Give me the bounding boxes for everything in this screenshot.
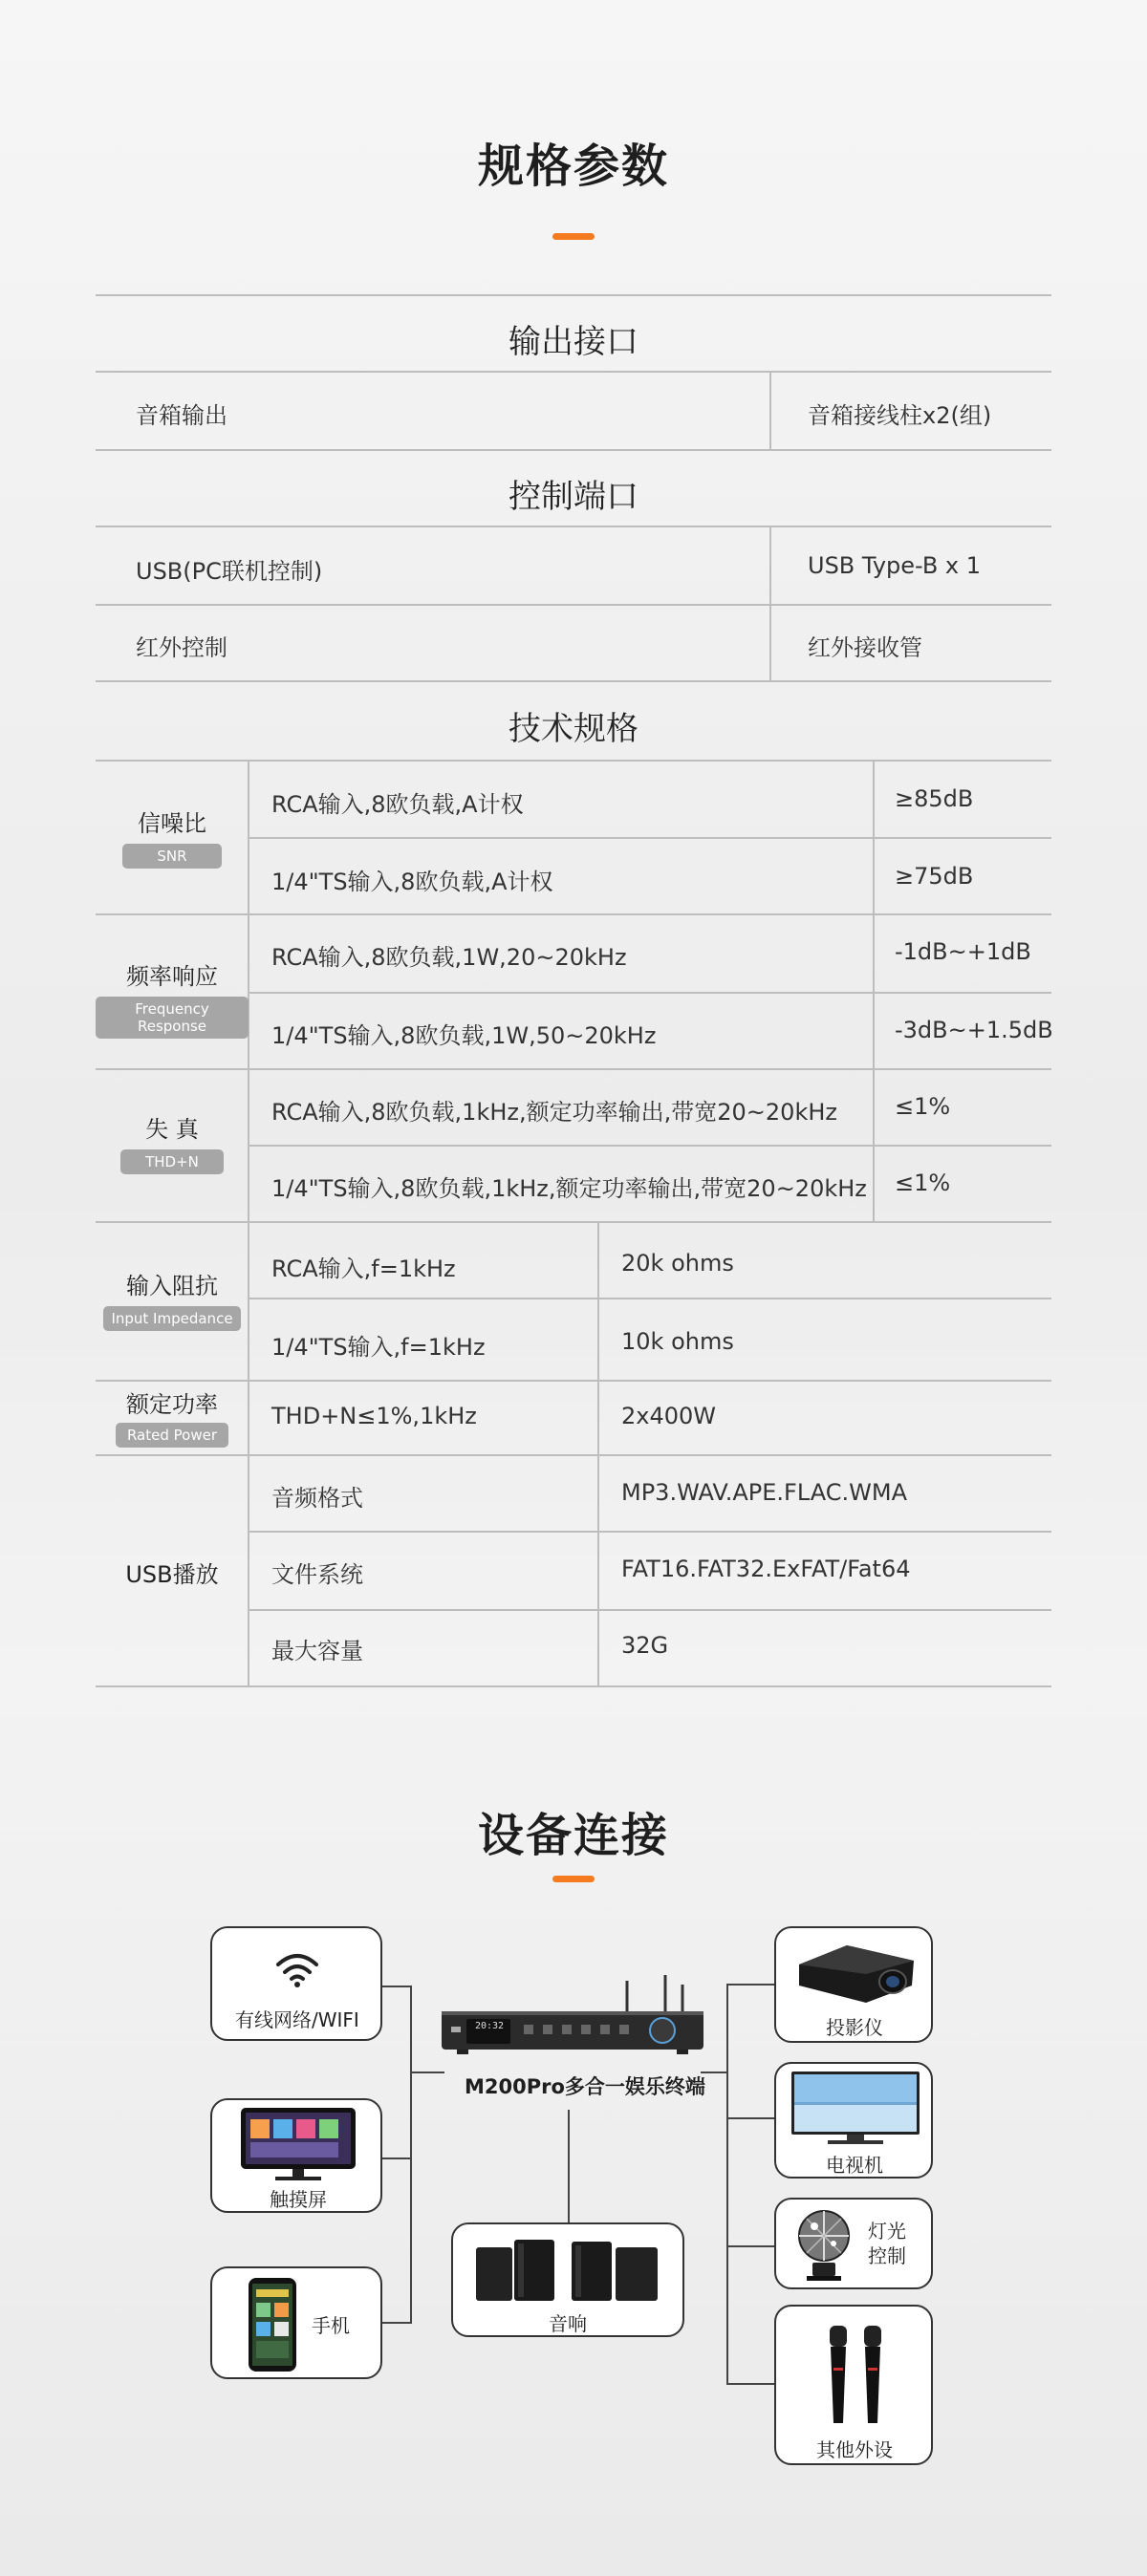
freq-label: 频率响应 bbox=[126, 963, 218, 990]
spec-value: -1dB~+1dB bbox=[895, 938, 1031, 965]
table-line bbox=[96, 760, 1051, 762]
connector-line bbox=[410, 2072, 444, 2073]
table-line bbox=[96, 1454, 1051, 1456]
spec-value: USB Type-B x 1 bbox=[808, 552, 982, 579]
table-line bbox=[96, 913, 1051, 915]
phone-label: 手机 bbox=[312, 2314, 350, 2337]
tv-icon bbox=[790, 2070, 921, 2146]
table-line bbox=[249, 837, 1051, 839]
table-line bbox=[96, 1221, 1051, 1223]
table-line bbox=[96, 1380, 1051, 1382]
impedance-label: 输入阻抗 bbox=[126, 1273, 218, 1299]
table-line bbox=[96, 1685, 1051, 1687]
spec-value: 红外接收管 bbox=[808, 634, 922, 661]
table-line bbox=[769, 371, 771, 449]
connector-line bbox=[726, 2245, 774, 2247]
impedance-badge: Input Impedance bbox=[103, 1306, 240, 1331]
connector-line bbox=[726, 1984, 728, 2385]
peripherals-box bbox=[774, 2305, 933, 2465]
usb-row-header bbox=[96, 1556, 249, 1589]
connector-line bbox=[382, 1986, 411, 1987]
spec-condition: 文件系统 bbox=[271, 1561, 363, 1588]
speaker-box bbox=[451, 2222, 684, 2337]
tech-header: 技术规格 bbox=[509, 710, 638, 748]
spec-condition: 1/4"TS输入,f=1kHz bbox=[271, 1334, 486, 1361]
spec-value: ≤1% bbox=[895, 1093, 951, 1120]
spec-label: 音箱输出 bbox=[136, 402, 227, 429]
disco-ball-icon bbox=[795, 2207, 853, 2284]
spec-value: ≤1% bbox=[895, 1170, 951, 1196]
specs-accent-bar bbox=[552, 233, 595, 240]
wifi-label: 有线网络/WIFI bbox=[235, 2008, 359, 2031]
spec-condition: RCA输入,f=1kHz bbox=[271, 1256, 456, 1282]
speaker-icon bbox=[472, 2238, 667, 2305]
connector-line bbox=[382, 2322, 411, 2324]
table-line bbox=[249, 1531, 1051, 1533]
spec-value: 20k ohms bbox=[621, 1250, 734, 1277]
control-header: 控制端口 bbox=[509, 478, 638, 516]
spec-condition: RCA输入,8欧负载,1W,20~20kHz bbox=[271, 944, 627, 971]
connector-line bbox=[726, 2383, 774, 2385]
spec-value: MP3.WAV.APE.FLAC.WMA bbox=[621, 1479, 907, 1506]
table-line bbox=[249, 1145, 1051, 1147]
thd-label: 失 真 bbox=[145, 1116, 199, 1143]
snr-label: 信噪比 bbox=[138, 810, 206, 837]
spec-value: ≥85dB bbox=[895, 785, 974, 812]
spec-condition: 1/4"TS输入,8欧负载,A计权 bbox=[271, 869, 553, 895]
connect-title: 设备连接 bbox=[477, 1809, 669, 1862]
table-line bbox=[96, 526, 1051, 527]
spec-condition: 音频格式 bbox=[271, 1485, 363, 1512]
wifi-icon bbox=[275, 1953, 319, 1987]
table-line bbox=[249, 1609, 1051, 1611]
spec-condition: 1/4"TS输入,8欧负载,1W,50~20kHz bbox=[271, 1022, 657, 1049]
spec-condition: RCA输入,8欧负载,1kHz,额定功率输出,带宽20~20kHz bbox=[271, 1099, 837, 1126]
table-line bbox=[96, 1068, 1051, 1070]
table-line bbox=[249, 992, 1051, 994]
table-line bbox=[769, 526, 771, 680]
snr-badge: SNR bbox=[122, 844, 221, 869]
connect-accent-bar bbox=[552, 1876, 595, 1882]
spec-condition: RCA输入,8欧负载,A计权 bbox=[271, 791, 524, 818]
table-line bbox=[597, 1221, 599, 1685]
specs-title: 规格参数 bbox=[477, 140, 669, 193]
spec-value: 2x400W bbox=[621, 1403, 717, 1429]
connector-line bbox=[568, 2110, 570, 2222]
table-line bbox=[873, 760, 875, 1222]
power-badge: Rated Power bbox=[116, 1423, 228, 1448]
projector-icon bbox=[790, 1936, 921, 2008]
phone-icon bbox=[247, 2276, 298, 2373]
peripherals-label: 其他外设 bbox=[816, 2438, 893, 2461]
table-line bbox=[96, 371, 1051, 373]
freq-row-header bbox=[96, 957, 249, 1039]
tv-box bbox=[774, 2062, 933, 2179]
touchscreen-box bbox=[210, 2098, 382, 2213]
phone-box bbox=[210, 2266, 382, 2379]
wifi-box bbox=[210, 1926, 382, 2041]
lighting-label: 灯光 控制 bbox=[868, 2220, 906, 2267]
connector-line bbox=[726, 2117, 774, 2119]
speaker-label: 音响 bbox=[549, 2312, 587, 2335]
spec-value: ≥75dB bbox=[895, 863, 974, 890]
spec-condition: 1/4"TS输入,8欧负载,1kHz,额定功率输出,带宽20~20kHz bbox=[271, 1175, 867, 1202]
usb-label: USB播放 bbox=[125, 1561, 219, 1588]
connector-line bbox=[726, 1984, 774, 1986]
projector-box bbox=[774, 1926, 933, 2043]
touchscreen-label: 触摸屏 bbox=[270, 2188, 327, 2211]
m200pro-device bbox=[438, 1973, 707, 2059]
table-line bbox=[96, 604, 1051, 606]
microphone-icon bbox=[822, 2324, 889, 2427]
table-line bbox=[248, 760, 249, 1685]
spec-value: 音箱接线柱x2(组) bbox=[808, 402, 992, 429]
power-row-header bbox=[96, 1385, 249, 1448]
lighting-box bbox=[774, 2198, 933, 2289]
spec-condition: THD+N≤1%,1kHz bbox=[271, 1403, 477, 1429]
device-clock: 20:32 bbox=[474, 2021, 505, 2031]
projector-label: 投影仪 bbox=[826, 2016, 883, 2039]
thd-row-header bbox=[96, 1110, 249, 1174]
impedance-row-header bbox=[96, 1267, 249, 1331]
spec-condition: 最大容量 bbox=[271, 1638, 363, 1664]
spec-label: 红外控制 bbox=[136, 634, 227, 661]
table-line bbox=[96, 294, 1051, 296]
spec-label: USB(PC联机控制) bbox=[136, 558, 323, 585]
spec-value: FAT16.FAT32.ExFAT/Fat64 bbox=[621, 1556, 911, 1582]
table-line bbox=[249, 1298, 1051, 1299]
output-header: 输出接口 bbox=[509, 323, 638, 361]
table-line bbox=[96, 449, 1051, 451]
power-label: 额定功率 bbox=[126, 1391, 218, 1418]
thd-badge: THD+N bbox=[120, 1149, 224, 1174]
spec-value: -3dB~+1.5dB bbox=[895, 1017, 1053, 1043]
device-label: M200Pro多合一娱乐终端 bbox=[465, 2075, 705, 2098]
table-line bbox=[96, 680, 1051, 682]
snr-row-header bbox=[96, 805, 249, 869]
tv-label: 电视机 bbox=[826, 2154, 883, 2177]
spec-value: 32G bbox=[621, 1632, 669, 1659]
touchscreen-icon bbox=[237, 2106, 359, 2182]
spec-value: 10k ohms bbox=[621, 1328, 734, 1355]
connector-line bbox=[410, 1986, 412, 2324]
connector-line bbox=[382, 2157, 411, 2159]
freq-badge: Frequency Response bbox=[96, 997, 249, 1039]
